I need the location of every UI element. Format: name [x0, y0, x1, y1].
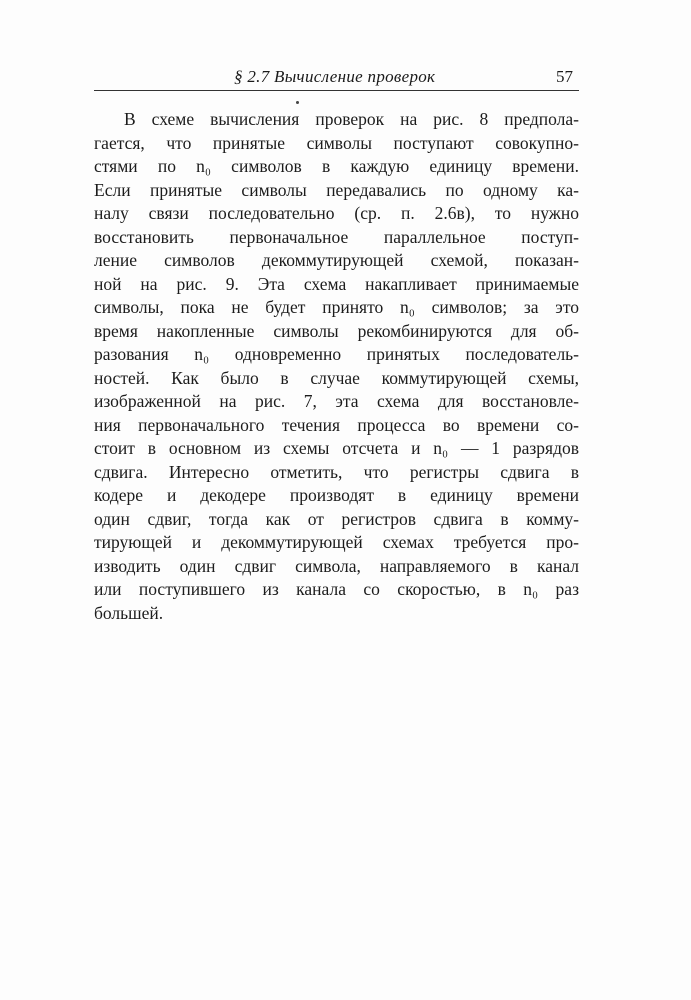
paragraph-line: тирующей и декоммутирующей схемах требуется про- [94, 532, 579, 552]
paragraph-line: ностей. Как было в случае коммутирующей схемы, [94, 367, 579, 388]
paragraph-line: один сдвиг, тогда как от регистров сдвига в комму- [94, 508, 579, 529]
running-head [94, 66, 579, 91]
paragraph-line: изображенной на рис. 7, эта схема для восстановле- [94, 391, 579, 411]
paragraph-line: сдвига. Интересно отметить, что регистры сдвига в [94, 461, 579, 482]
paragraph-line: стями по n₀ символов в каждую единицу времени. [94, 156, 579, 176]
paragraph-line: или поступившего из канала со скоростью, в n₀ раз [94, 579, 579, 599]
paragraph-line: ной на рис. 9. Эта схема накапливает принимаемые [94, 273, 579, 294]
paragraph-line: изводить один сдвиг символа, направляемого в канал [94, 555, 579, 576]
paragraph-line: ния первоначального течения процесса во времени со- [94, 414, 579, 435]
section-title: § 2.7 Вычисление проверок [234, 67, 436, 86]
paragraph-line: восстановить первоначальное параллельное поступ- [94, 226, 579, 247]
paragraph-line: Если принятые символы передавались по одному ка- [94, 179, 579, 200]
print-speck [296, 101, 299, 104]
page-number: 57 [556, 67, 573, 86]
paragraph-line: стоит в основном из схемы отсчета и n₀ — 1 разрядов [94, 438, 579, 458]
paragraph-line: кодере и декодере производят в единицу времени [94, 485, 579, 505]
paragraph-line: разования n₀ одновременно принятых последователь- [94, 344, 579, 364]
body-paragraph [94, 108, 579, 625]
paragraph-line: ление символов декоммутирующей схемой, показан- [94, 250, 579, 270]
paragraph-line: налу связи последовательно (ср. п. 2.6в), то нужно [94, 203, 579, 223]
paragraph-line: символы, пока не будет принято n₀ символов; за это [94, 297, 579, 317]
paragraph-line: большей. [94, 602, 164, 623]
paragraph-line: В схеме вычисления проверок на рис. 8 предпола- [124, 109, 579, 129]
paragraph-line: время накопленные символы рекомбинируются для об- [94, 320, 579, 341]
paragraph-line: гается, что принятые символы поступают совокупно- [94, 132, 579, 153]
